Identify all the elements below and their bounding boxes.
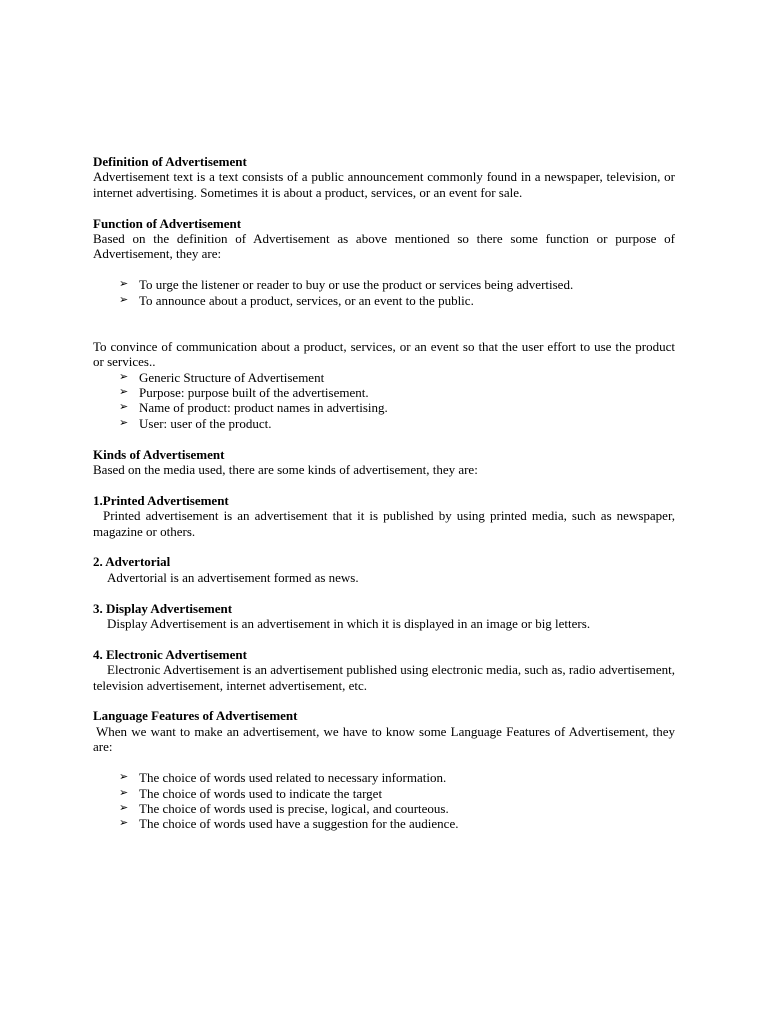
list-item [119, 400, 675, 415]
function-heading: Function of Advertisement [93, 215, 242, 231]
bullet-text: To announce about a product, services, or an event to the public. [139, 292, 474, 308]
definition-heading: Definition of Advertisement [93, 154, 247, 169]
advertorial-heading: 2. Advertorial [93, 554, 171, 570]
bullet-text: Generic Structure of Advertisement [139, 369, 325, 385]
bullet-text: Name of product: product names in advertising. [139, 400, 388, 416]
advertorial-text: Advertorial is an advertisement formed as news. [107, 569, 359, 585]
language-heading: Language Features of Advertisement [93, 708, 298, 724]
list-item [119, 801, 675, 816]
electronic-heading: 4. Electronic Advertisement [93, 646, 247, 662]
document-page [93, 154, 675, 832]
list-item [119, 770, 675, 785]
list-item [119, 370, 675, 385]
display-text: Display Advertisement is an advertisement in which it is displayed in an image or big letters. [107, 616, 591, 632]
list-item [119, 385, 675, 400]
arrow-bullet-icon: ➢ [119, 278, 129, 291]
kinds-text: Based on the media used, there are some kinds of advertisement, they are: [93, 462, 478, 478]
bullet-text: The choice of words used to indicate the target [139, 785, 383, 801]
bullet-text: User: user of the product. [139, 415, 272, 431]
convince-bullet-list [93, 370, 675, 432]
display-heading: 3. Display Advertisement [93, 600, 233, 616]
bullet-text: The choice of words used is precise, logical, and courteous. [139, 800, 449, 816]
bullet-text: The choice of words used have a suggestion for the audience. [139, 816, 459, 832]
bullet-text: Purpose: purpose built of the advertisement. [139, 385, 369, 401]
electronic-text: Electronic Advertisement is an advertisement published using electronic media, such as, radio advertisement, television advertisement, internet advertisement, etc. [93, 662, 675, 693]
arrow-bullet-icon: ➢ [119, 401, 129, 414]
arrow-bullet-icon: ➢ [119, 771, 129, 784]
printed-heading: 1.Printed Advertisement [93, 492, 229, 508]
arrow-bullet-icon: ➢ [119, 801, 129, 814]
bullet-text: The choice of words used related to necessary information. [139, 770, 447, 786]
language-text: When we want to make an advertisement, we have to know some Language Features of Advertisement, they are: [93, 723, 675, 755]
language-bullet-list [93, 770, 675, 832]
kinds-heading: Kinds of Advertisement [93, 446, 225, 462]
arrow-bullet-icon: ➢ [119, 370, 129, 383]
list-item [119, 416, 675, 431]
list-item [119, 293, 675, 308]
list-item [119, 816, 675, 831]
list-item [119, 786, 675, 801]
printed-text: Printed advertisement is an advertisement that it is published by using printed media, such as newspaper, magazine or others. [93, 508, 675, 539]
definition-text: Advertisement text is a text consists of a public announcement commonly found in a newspaper, television, or internet advertising. Sometimes it is about a product, services, or an event for sale. [93, 169, 675, 200]
list-item [119, 277, 675, 292]
arrow-bullet-icon: ➢ [119, 386, 129, 399]
function-bullet-list [93, 277, 675, 308]
arrow-bullet-icon: ➢ [119, 786, 129, 799]
convince-text: To convince of communication about a product, services, or an event so that the user effort to use the product or services.. [93, 338, 675, 370]
arrow-bullet-icon: ➢ [119, 293, 129, 306]
function-text: Based on the definition of Advertisement as above mentioned so there some function or purpose of Advertisement, they are: [93, 231, 675, 262]
arrow-bullet-icon: ➢ [119, 416, 129, 429]
arrow-bullet-icon: ➢ [119, 817, 129, 830]
bullet-text: To urge the listener or reader to buy or use the product or services being advertised. [139, 277, 574, 293]
